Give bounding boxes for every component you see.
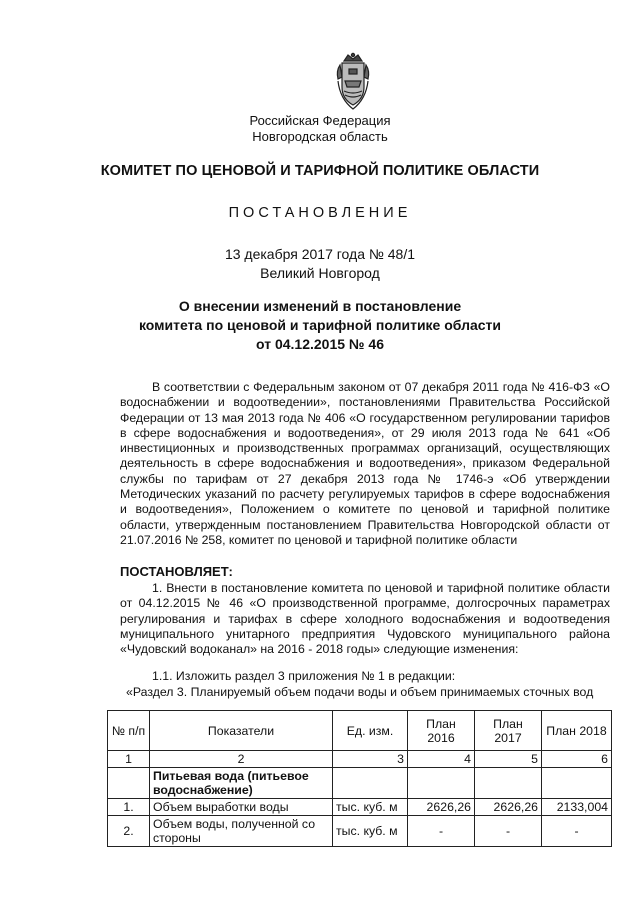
city-name: Великий Новгород — [260, 265, 380, 281]
section-heading: «Раздел 3. Планируемый объем подачи воды и объем принимаемых сточных вод — [126, 685, 594, 699]
water-volume-table — [107, 710, 612, 847]
item-1-text: 1. Внести в постановление комитета по ценовой и тарифной политике области от 04.12.2015 № 46 «О производственной программе, долгосрочных параметрах регулирования и тарифах в сфере холодного водоснабжения и водоотведения муниципального унитарного предприятия Чудовского муниципального района «Чудовский водоканал» на 2016 - 2018 годы» следующие изменения: — [120, 581, 610, 657]
row-value-2016: - — [408, 816, 475, 847]
row-value-2017: - — [475, 816, 542, 847]
date-number: 13 декабря 2017 года № 48/1 — [224, 246, 416, 262]
committee-title: КОМИТЕТ ПО ЦЕНОВОЙ И ТАРИФНОЙ ПОЛИТИКЕ ОБЛАСТИ — [100, 163, 540, 179]
table-header-row — [108, 711, 612, 751]
row-unit: тыс. куб. м — [333, 799, 408, 816]
col-number: 4 — [408, 751, 475, 768]
table-column-numbers-row — [108, 751, 612, 768]
region-name: Новгородская область — [252, 129, 388, 144]
header-plan-2018: План 2018 — [542, 711, 612, 751]
row-num: 1. — [108, 799, 150, 816]
item-1-block — [120, 581, 610, 657]
row-value-2016: 2626,26 — [408, 799, 475, 816]
header-unit: Ед. изм. — [333, 711, 408, 751]
preamble-block — [120, 380, 610, 548]
row-indicator: Объем воды, полученной со стороны — [150, 816, 333, 847]
col-number: 6 — [542, 751, 612, 768]
document-type: ПОСТАНОВЛЕНИЕ — [228, 205, 412, 221]
header-num: № п/п — [108, 711, 150, 751]
header-indicator: Показатели — [150, 711, 333, 751]
preamble-text: В соответствии с Федеральным законом от 07 декабря 2011 года № 416-ФЗ «О водоснабжении и водоотведении», постановлениями Правительства Российской Федерации от 13 мая 2013 года № 406 «О государственном регулировании тарифов в сфере водоснабжения и водоотведения», от 29 июля 2013 года № 641 «Об инвестиционных и производственных программах организаций, осуществляющих деятельность в сфере водоснабжения и водоотведения», приказом Федеральной службы по тарифам от 27 декабря 2013 года № 1746-э «Об утверждении Методических указаний по расчету регулируемых тарифов в сфере водоснабжения и водоотведения», Положением о комитете по ценовой и тарифной политике области, утвержденным постановлением Правительства Новгородской области от 21.07.2016 № 258, комитет по ценовой и тарифной политике области — [120, 380, 610, 547]
row-value-2017: 2626,26 — [475, 799, 542, 816]
col-number: 3 — [333, 751, 408, 768]
table-group-row — [108, 768, 612, 799]
table-row — [108, 816, 612, 847]
coat-of-arms-icon — [330, 51, 376, 111]
group-title: Питьевая вода (питьевое водоснабжение) — [150, 768, 333, 799]
item-1-1-text: 1.1. Изложить раздел 3 приложения № 1 в редакции: — [152, 669, 456, 683]
subject-line-3: от 04.12.2015 № 46 — [256, 336, 384, 352]
row-value-2018: - — [542, 816, 612, 847]
subject-line-2: комитета по ценовой и тарифной политике области — [138, 317, 502, 333]
decides-heading: ПОСТАНОВЛЯЕТ: — [120, 564, 233, 579]
row-value-2018: 2133,004 — [542, 799, 612, 816]
country-name: Российская Федерация — [249, 113, 391, 128]
row-num: 2. — [108, 816, 150, 847]
row-indicator: Объем выработки воды — [150, 799, 333, 816]
col-number: 1 — [108, 751, 150, 768]
row-unit: тыс. куб. м — [333, 816, 408, 847]
subject-line-1: О внесении изменений в постановление — [178, 298, 462, 314]
table-row — [108, 799, 612, 816]
col-number: 2 — [150, 751, 333, 768]
col-number: 5 — [475, 751, 542, 768]
header-plan-2016: План 2016 — [408, 711, 475, 751]
header-plan-2017: План 2017 — [475, 711, 542, 751]
